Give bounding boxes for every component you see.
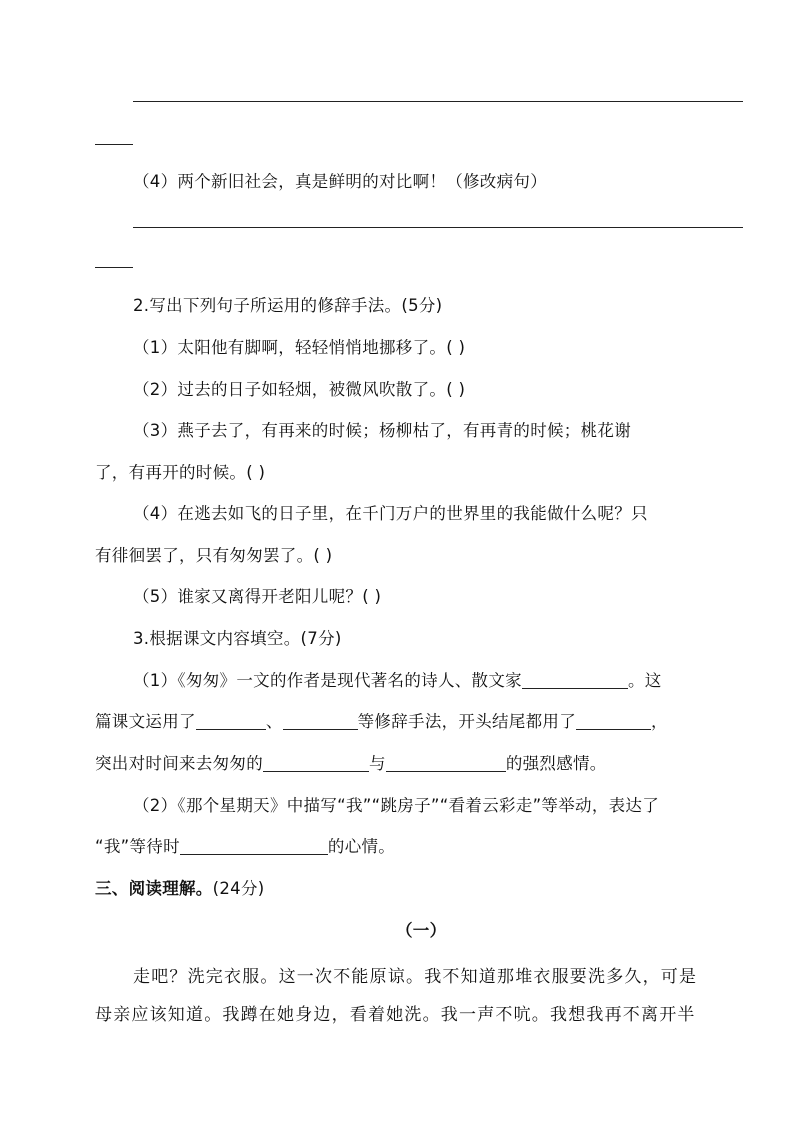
fill-blank[interactable] [196, 713, 266, 731]
question-2-heading: 2.写出下列句子所运用的修辞手法。(5分) [133, 296, 443, 315]
question-3-line-3 [95, 750, 607, 774]
question-2-item-3-cont: 了，有再开的时候。( ) [95, 463, 266, 482]
section-3-title: 三、阅读理解。 [95, 879, 213, 898]
q3-text: “我”等待时 [95, 837, 180, 856]
question-3-line-4: （2）《那个星期天》中描写“我”“跳房子”“看着云彩走”等举动，表达了 [133, 796, 660, 815]
answer-line-continuation [95, 267, 133, 268]
section-3-heading [95, 875, 264, 899]
q3-text: 的心情。 [327, 837, 396, 856]
reading-part-title: （一） [396, 921, 447, 940]
answer-line [133, 227, 743, 228]
fill-blank[interactable] [576, 713, 651, 731]
question-1-4: （4）两个新旧社会，真是鲜明的对比啊！（修改病句） [133, 172, 547, 191]
question-3-line-1 [133, 667, 662, 691]
reading-paragraph-line-1: 走吧？洗完衣服。这一次不能原谅。我不知道那堆衣服要洗多久，可是 [133, 967, 698, 987]
question-3-line-5 [95, 833, 395, 857]
q3-text: 。这 [627, 671, 662, 690]
question-2-item-3: （3）燕子去了，有再来的时候；杨柳枯了，有再青的时候；桃花谢 [133, 421, 631, 440]
fill-blank[interactable] [522, 672, 628, 690]
fill-blank[interactable] [283, 713, 358, 731]
q3-text: 与 [369, 754, 386, 773]
reading-paragraph-line-2: 母亲应该知道。我蹲在她身边，看着她洗。我一声不吭。我想我再不离开半 [95, 1005, 696, 1025]
q3-text: 篇课文运用了 [95, 712, 196, 731]
question-2-item-5: （5）谁家又离得开老阳儿呢？( ) [133, 587, 382, 606]
q3-text: ， [651, 712, 668, 731]
answer-line-continuation [95, 144, 133, 145]
fill-blank[interactable] [386, 755, 506, 773]
question-3-heading: 3.根据课文内容填空。(7分) [133, 629, 342, 648]
section-3-score: (24分) [212, 879, 265, 898]
question-2-item-1: （1）太阳他有脚啊，轻轻悄悄地挪移了。( ) [133, 338, 466, 357]
question-2-item-4: （4）在逃去如飞的日子里，在千门万户的世界里的我能做什么呢？只 [133, 504, 648, 523]
question-3-line-2 [95, 708, 668, 732]
q3-text: 、 [265, 712, 283, 731]
q3-text: 等修辞手法，开头结尾都用了 [357, 712, 577, 731]
answer-line [133, 101, 743, 102]
fill-blank[interactable] [263, 755, 369, 773]
q3-text: 突出对时间来去匆匆的 [95, 754, 263, 773]
question-2-item-4-cont: 有徘徊罢了，只有匆匆罢了。( ) [95, 546, 333, 565]
q3-text: 的强烈感情。 [505, 754, 607, 773]
q3-text: （1）《匆匆》一文的作者是现代著名的诗人、散文家 [133, 671, 522, 690]
question-2-item-2: （2）过去的日子如轻烟，被微风吹散了。( ) [133, 380, 466, 399]
fill-blank[interactable] [180, 838, 328, 856]
